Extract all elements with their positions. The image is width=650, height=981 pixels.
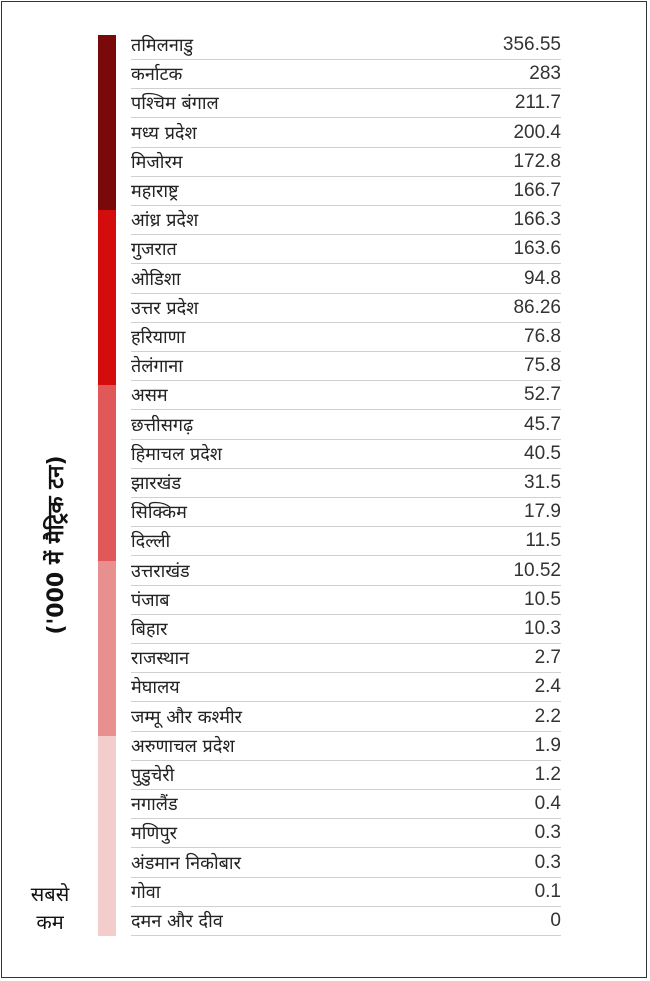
table-row (131, 878, 561, 907)
state-value: 211.7 (514, 92, 561, 114)
state-value: 10.5 (524, 588, 561, 610)
state-value: 40.5 (524, 442, 561, 464)
state-name: उत्तराखंड (131, 560, 190, 582)
state-name: मध्य प्रदेश (131, 122, 197, 144)
scale-segment-5 (98, 736, 116, 936)
table-row (131, 586, 561, 615)
table-row (131, 89, 561, 118)
state-value: 45.7 (524, 413, 561, 435)
state-name: राजस्थान (131, 648, 190, 670)
state-name: बिहार (131, 619, 168, 640)
state-name: मणिपुर (131, 823, 178, 845)
state-value: 166.3 (513, 209, 561, 231)
state-value: 17.9 (524, 501, 561, 523)
state-value: 0.4 (534, 793, 561, 815)
state-value: 10.52 (513, 559, 561, 581)
state-value: 200.4 (513, 121, 561, 143)
table-row (131, 732, 561, 761)
scale-segment-3 (98, 385, 116, 560)
state-name: गोवा (131, 881, 161, 903)
state-name: मिजोरम (131, 151, 183, 173)
state-name: झारखंड (131, 473, 181, 494)
scale-segment-4 (98, 561, 116, 736)
state-name: तमिलनाडु (131, 35, 194, 56)
table-row (131, 644, 561, 673)
table-row (131, 148, 561, 177)
state-name: दमन और दीव (131, 911, 223, 932)
table-row (131, 294, 561, 323)
table-row (131, 381, 561, 410)
unit-label: ('000 में मैट्रिक टन) (44, 455, 69, 635)
state-value: 31.5 (524, 472, 561, 493)
table-row (131, 206, 561, 235)
table-row (131, 265, 561, 294)
table-row (131, 527, 561, 556)
table-row (131, 352, 561, 381)
state-name: सिक्किम (131, 502, 187, 524)
state-name: ओडिशा (131, 268, 181, 290)
state-value: 94.8 (524, 267, 561, 289)
state-value: 11.5 (525, 530, 561, 552)
scale-segment-2 (98, 210, 116, 385)
table-row (131, 819, 561, 848)
table-row (131, 235, 561, 264)
table-row (131, 31, 561, 60)
least-label (18, 880, 82, 936)
state-value: 75.8 (524, 355, 561, 377)
state-name: पश्चिम बंगाल (131, 93, 219, 115)
state-value: 76.8 (524, 326, 561, 347)
state-name: कर्नाटक (131, 64, 183, 86)
state-value: 0.1 (534, 880, 561, 902)
state-name: अरुणाचल प्रदेश (131, 735, 235, 757)
state-name: तेलंगाना (131, 356, 183, 378)
state-value: 0.3 (534, 822, 561, 844)
state-value: 2.4 (534, 676, 561, 698)
scale-segment-1 (98, 35, 116, 210)
state-value: 356.55 (502, 34, 561, 55)
state-value: 52.7 (524, 384, 561, 406)
state-value: 86.26 (513, 296, 561, 318)
state-value: 1.9 (534, 734, 561, 756)
table-row (131, 761, 561, 790)
state-value: 2.2 (534, 705, 561, 727)
table-row (131, 498, 561, 527)
table-row (131, 469, 561, 498)
table-row (131, 177, 561, 206)
table-row (131, 411, 561, 440)
state-name: जम्मू और कश्मीर (131, 706, 242, 728)
state-name: अंडमान निकोबार (131, 852, 241, 874)
state-name: पंजाब (131, 589, 170, 611)
state-name: दिल्ली (131, 531, 171, 553)
table-row (131, 907, 561, 936)
table-row (131, 440, 561, 469)
state-name: हिमाचल प्रदेश (131, 443, 223, 465)
state-value: 172.8 (513, 150, 561, 172)
state-value: 0.3 (534, 851, 561, 873)
state-value: 283 (529, 63, 561, 85)
least-label-line2: कम (36, 910, 64, 934)
state-value: 10.3 (524, 618, 561, 639)
state-name: हरियाणा (131, 327, 186, 348)
table-row (131, 119, 561, 148)
state-value: 166.7 (513, 180, 561, 201)
state-name: छत्तीसगढ़ (131, 414, 194, 436)
table-row (131, 60, 561, 89)
state-value: 0 (550, 910, 561, 931)
table-row (131, 615, 561, 644)
least-label-line1: सबसे (30, 882, 70, 906)
state-name: गुजरात (131, 239, 177, 261)
state-value: 163.6 (513, 238, 561, 260)
table-row (131, 557, 561, 586)
state-name: नगालैंड (131, 794, 178, 816)
state-value: 1.2 (534, 764, 561, 785)
table-row (131, 323, 561, 352)
table-row (131, 849, 561, 878)
table-row (131, 703, 561, 732)
state-name: पुडुचेरी (131, 765, 175, 786)
table-row (131, 790, 561, 819)
state-name: आंध्र प्रदेश (131, 210, 199, 232)
state-name: मेघालय (131, 677, 180, 699)
table-row (131, 673, 561, 702)
state-value: 2.7 (534, 647, 561, 669)
state-name: महाराष्ट्र (131, 181, 179, 202)
state-name: उत्तर प्रदेश (131, 297, 199, 319)
state-name: असम (131, 385, 168, 407)
